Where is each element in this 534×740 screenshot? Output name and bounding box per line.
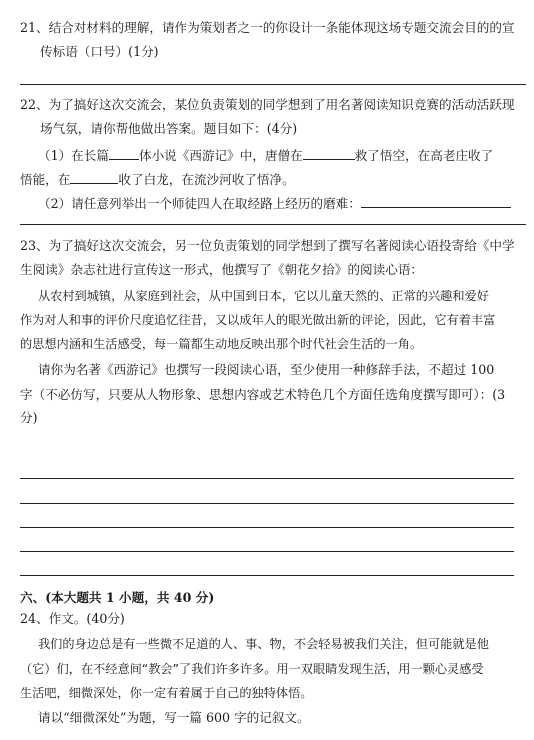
q22-part1-e: 收了白龙，在流沙河收了悟净。 bbox=[118, 172, 295, 187]
q24-prompt-line2: （它）们，在不经意间“教会”了我们许多许多。用一双眼睛发现生活，用一颗心灵感受 bbox=[20, 662, 484, 676]
q23-quote-line1: 从农村到城镇，从家庭到社会，从中国到日本，它以儿童天然的、正常的兴趣和爱好 bbox=[38, 289, 489, 303]
section6-heading: 六、(本大题共 1 小题，共 40 分) bbox=[20, 590, 215, 605]
q22-part2-text: （2）请任意列举出一个师徒四人在取经路上经历的磨难： bbox=[38, 196, 361, 211]
q22-part2-line bbox=[38, 194, 511, 212]
q23-answer-line-3 bbox=[20, 527, 514, 528]
q21-line1: 21、结合对材料的理解，请作为策划者之一的你设计一条能体现这场专题交流会目的的宣 bbox=[20, 20, 515, 35]
q23-quote-line2: 作为对人和事的评价尺度追忆往昔，又以成年人的眼光做出新的评论，因此，它有着丰富 bbox=[20, 313, 496, 327]
q22-part1-a: （1）在长篇 bbox=[38, 148, 109, 163]
q24-prompt-line1: 我们的身边总是有一些微不足道的人、事、物，不会轻易被我们关注，但可能就是他 bbox=[38, 637, 489, 651]
q23-answer-line-5 bbox=[20, 575, 514, 576]
q23-answer-line-2 bbox=[20, 503, 514, 504]
blank-hardship bbox=[361, 194, 511, 208]
q23-requirement-line1: 请你为名著《西游记》也撰写一段阅读心语，至少使用一种修辞手法，不超过 100 bbox=[38, 362, 495, 377]
q21-answer-line bbox=[20, 84, 526, 85]
q24-task: 请以“细微深处”为题，写一篇 600 字的记叙文。 bbox=[38, 710, 310, 725]
q22-part1-d: 悟能，在 bbox=[20, 172, 71, 187]
q22-answer-line bbox=[20, 224, 526, 225]
q22-line1: 22、为了搞好这次交流会，某位负责策划的同学想到了用名著阅读知识竞赛的活动活跃现 bbox=[20, 97, 515, 112]
q22-part1-line bbox=[38, 146, 493, 164]
q22-part1-c: 救了悟空，在高老庄收了 bbox=[354, 148, 494, 163]
q21-line2: 传标语（口号）(1分) bbox=[40, 44, 159, 59]
blank-place-bailong bbox=[70, 170, 118, 184]
blank-genre bbox=[109, 146, 139, 160]
q24-title: 24、作文。(40分) bbox=[20, 611, 125, 626]
q23-requirement-line2: 字（不必仿写，只要从人物形象、思想内容或艺术特色几个方面任选角度撰写即可）：(3 bbox=[20, 387, 506, 402]
q22-part1-b: 体小说《西游记》中，唐僧在 bbox=[138, 148, 303, 163]
blank-place-wukong bbox=[303, 146, 355, 160]
q23-answer-line-4 bbox=[20, 551, 514, 552]
q23-requirement-line3: 分) bbox=[20, 410, 38, 425]
q23-line2: 生阅读》杂志社进行宣传这一形式，他撰写了《朝花夕拾》的阅读心语： bbox=[20, 262, 423, 277]
q23-quote-line3: 的思想内涵和生活感受，每一篇都生动地反映出那个时代社会生活的一角。 bbox=[20, 337, 423, 351]
q22-line2: 场气氛，请你帮他做出答案。题目如下：(4分) bbox=[40, 121, 298, 136]
q22-part1-line2 bbox=[20, 170, 295, 188]
q23-answer-line-1 bbox=[20, 478, 514, 479]
q24-prompt-line3: 生活吧，细微深处，你一定有着属于自己的独特体悟。 bbox=[20, 686, 313, 700]
q23-line1: 23、为了搞好这次交流会，另一位负责策划的同学想到了撰写名著阅读心语投寄给《中学 bbox=[20, 238, 515, 253]
